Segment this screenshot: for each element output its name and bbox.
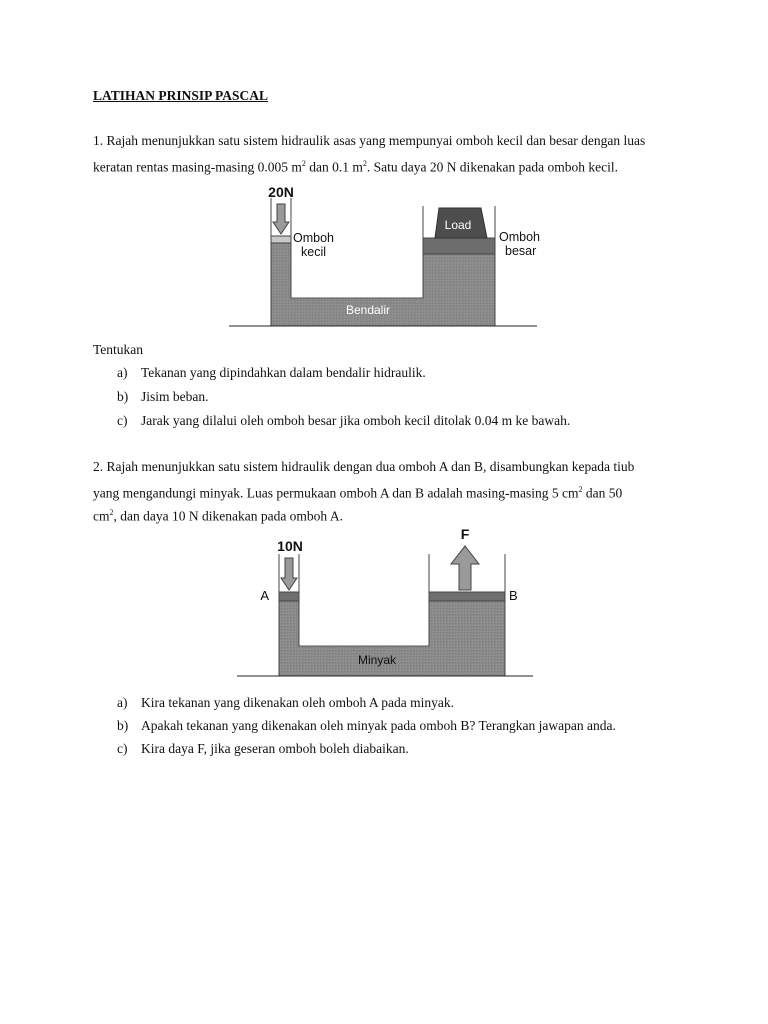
page-title: LATIHAN PRINSIP PASCAL: [93, 88, 269, 103]
q2-output-force-label: F: [460, 526, 470, 542]
q1-large-piston: [423, 238, 495, 254]
q2-item-a-text: Kira tekanan yang dikenakan oleh omboh A pada minyak.: [141, 695, 455, 710]
q1-item-b-text: Jisim beban.: [141, 389, 209, 404]
q1-item-a-text: Tekanan yang dipindahkan dalam bendalir hidraulik.: [141, 365, 426, 380]
q2-hydraulic-diagram: [235, 524, 540, 680]
q1-item-c-text: Jarak yang dilalui oleh omboh besar jika omboh kecil ditolak 0.04 m ke bawah.: [141, 413, 571, 428]
q1-intro: Tentukan: [93, 342, 144, 357]
q2-input-force-arrow-icon: [281, 558, 297, 590]
q2-item-c-label: c): [117, 741, 128, 756]
q2-piston-a-label: A: [260, 588, 269, 603]
q2-input-force-label: 10N: [277, 538, 303, 554]
q2-item-c-text: Kira daya F, jika geseran omboh boleh diabaikan.: [141, 741, 409, 756]
q2-text-line-1: 2. Rajah menunjukkan satu sistem hidraulik dengan dua omboh A dan B, disambungkan kepada tiub: [93, 459, 635, 474]
q2-item-b-text: Apakah tekanan yang dikenakan oleh minyak pada omboh B? Terangkan jawapan anda.: [141, 718, 616, 733]
q1-force-arrow-icon: [273, 204, 289, 234]
q1-small-piston-label-2: kecil: [301, 245, 327, 259]
q2-text-line-2: [93, 481, 622, 503]
q2-text-line-3: [93, 504, 343, 526]
q2-superscript-2: 2: [109, 508, 114, 517]
q1-text-line-1: 1. Rajah menunjukkan satu sistem hidraulik asas yang mempunyai omboh kecil dan besar dengan luas: [93, 133, 646, 148]
q2-piston-a: [279, 592, 299, 601]
q1-text-line-2: [93, 155, 618, 177]
q1-item-a-label: a): [117, 365, 128, 380]
q1-fluid-label: Bendalir: [345, 303, 391, 317]
q2-item-b-label: b): [117, 718, 129, 733]
q2-piston-b-label: B: [509, 588, 518, 603]
q1-load-label: Load: [444, 218, 472, 232]
q1-superscript-1: 2: [301, 159, 306, 168]
q2-output-force-arrow-icon: [451, 546, 479, 590]
q1-large-piston-label-2: besar: [505, 244, 537, 258]
q2-line2-part-a: yang mengandungi minyak. Luas permukaan omboh A dan B adalah masing-masing 5 cm: [93, 485, 579, 501]
q2-line3-part-b: , dan daya 10 N dikenakan pada omboh A.: [113, 508, 343, 524]
q1-line2-part-a: keratan rentas masing-masing 0.005 m: [93, 159, 302, 175]
q2-line2-part-b: dan 50: [582, 485, 623, 501]
q1-hydraulic-diagram: [225, 180, 545, 332]
q2-line3-part-a: cm: [93, 508, 110, 524]
q2-piston-b: [429, 592, 505, 601]
q2-item-a-label: a): [117, 695, 128, 710]
q1-item-c-label: c): [117, 413, 128, 428]
q1-item-b-label: b): [117, 389, 129, 404]
q1-force-label: 20N: [268, 184, 294, 200]
q2-fluid-label: Minyak: [357, 653, 397, 667]
q1-line2-part-c: . Satu daya 20 N dikenakan pada omboh kecil.: [366, 159, 619, 175]
q1-superscript-2: 2: [362, 159, 367, 168]
q1-small-piston-label-1: Omboh: [293, 231, 334, 245]
q1-large-piston-label-1: Omboh: [499, 230, 540, 244]
q1-small-piston: [271, 236, 291, 243]
q2-superscript-1: 2: [578, 485, 583, 494]
q1-line2-part-b: dan 0.1 m: [305, 159, 363, 175]
